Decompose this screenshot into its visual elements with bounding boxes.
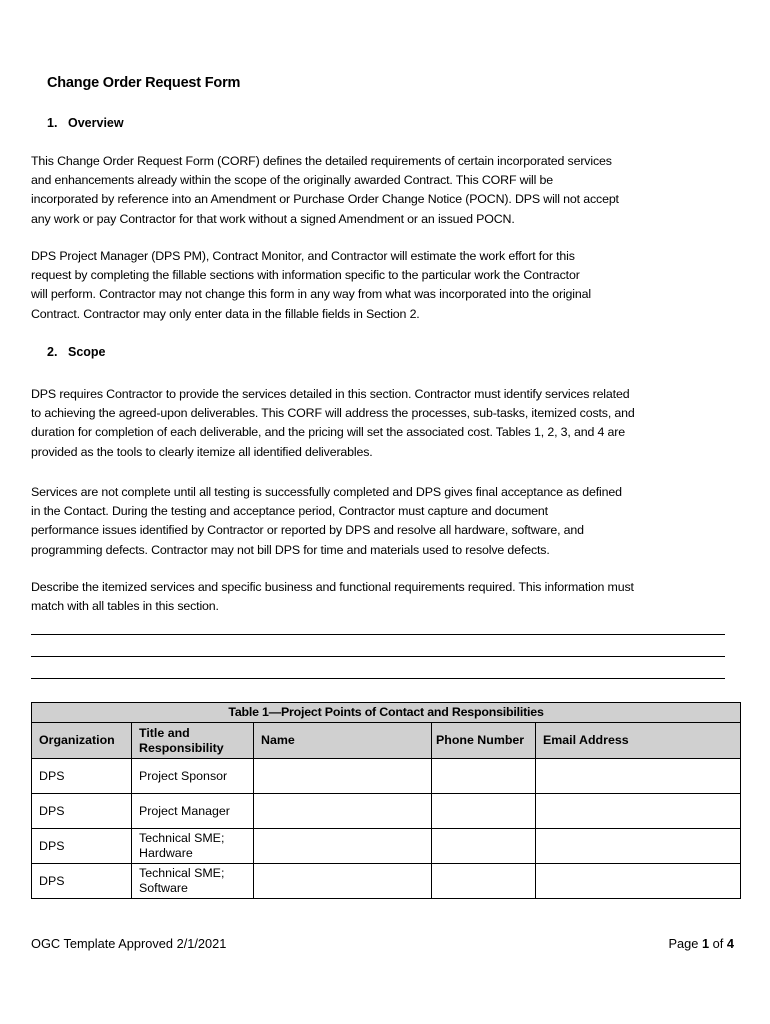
section-heading-scope [47,345,106,359]
text-line: Describe the itemized services and specific business and functional requirements required. This information must [31,580,634,594]
page-of: of [712,936,724,951]
title-cell [132,794,254,829]
title-cell [132,864,254,899]
name-cell[interactable] [254,794,432,829]
email-cell[interactable] [536,864,741,899]
text-line: Services are not complete until all testing is successfully completed and DPS gives final acceptance as defined [31,485,622,499]
section-title: Overview [68,116,124,130]
table-row [32,864,741,899]
phone-cell[interactable] [432,794,536,829]
text-line: any work or pay Contractor for that work without a signed Amendment or an issued POCN. [31,211,515,226]
scope-paragraph-3 [31,578,731,616]
table-row [32,829,741,864]
points-of-contact-table [31,702,741,899]
organization-cell: DPS [32,864,132,899]
column-header-title [132,723,254,759]
section-heading-overview [47,116,124,130]
name-cell[interactable] [254,759,432,794]
table-header-row [32,723,741,759]
title-cell [132,759,254,794]
organization-cell: DPS [32,759,132,794]
text-line: provided as the tools to clearly itemize all identified deliverables. [31,444,373,459]
page-current: 1 [701,936,710,951]
description-fill-line[interactable] [31,656,725,657]
page-word: Page [668,936,699,951]
page-total: 4 [726,936,734,951]
overview-paragraph-2 [31,247,731,324]
header-line: Title and [139,725,190,740]
scope-paragraph-2 [31,483,731,560]
email-cell[interactable] [536,794,741,829]
table-row [32,759,741,794]
email-cell[interactable] [536,829,741,864]
footer-template-note: OGC Template Approved 2/1/2021 [31,936,227,951]
cell-line: Hardware [139,846,193,860]
text-line: match with all tables in this section. [31,599,219,614]
form-title: Change Order Request Form [47,75,241,91]
text-line: and enhancements already within the scope of the originally awarded Contract. This CORF will be [31,173,554,188]
text-line: Contract. Contractor may only enter data in the fillable fields in Section 2. [31,306,420,321]
column-header-phone: Phone Number [432,723,536,759]
header-line: Responsibility [139,740,224,755]
text-line: This Change Order Request Form (CORF) defines the detailed requirements of certain incorporated services [31,154,612,168]
section-number: 1. [47,116,58,130]
name-cell[interactable] [254,829,432,864]
name-cell[interactable] [254,864,432,899]
text-line: to achieving the agreed-upon deliverables. This CORF will address the processes, sub-tasks, itemized costs, and [31,406,635,421]
text-line: performance issues identified by Contractor or reported by DPS and resolve all hardware, software, and [31,523,584,538]
table-caption: Table 1—Project Points of Contact and Responsibilities [32,703,741,723]
text-line: programming defects. Contractor may not bill DPS for time and materials used to resolve defects. [31,542,550,557]
cell-line: Project Sponsor [139,768,228,783]
text-line: duration for completion of each deliverable, and the pricing will set the associated cost. Tables 1, 2, 3, and 4 are [31,425,626,440]
cell-line: Technical SME; [139,866,225,880]
section-title: Scope [68,345,106,359]
email-cell[interactable] [536,759,741,794]
table-caption-row [32,703,741,723]
description-fill-line[interactable] [31,678,725,679]
phone-cell[interactable] [432,759,536,794]
footer-page-number [668,936,734,951]
organization-cell: DPS [32,829,132,864]
column-header-name: Name [254,723,432,759]
text-line: will perform. Contractor may not change this form in any way from what was incorporated into the original [31,287,591,302]
phone-cell[interactable] [432,829,536,864]
text-line: DPS requires Contractor to provide the services detailed in this section. Contractor must identify services related [31,387,630,401]
text-line: incorporated by reference into an Amendment or Purchase Order Change Notice (POCN). DPS will not accept [31,192,619,207]
title-cell [132,829,254,864]
column-header-organization: Organization [32,723,132,759]
table-row [32,794,741,829]
text-line: in the Contact. During the testing and acceptance period, Contractor must capture and document [31,504,548,519]
cell-line: Software [139,881,188,895]
organization-cell: DPS [32,794,132,829]
phone-cell[interactable] [432,864,536,899]
section-number: 2. [47,345,58,359]
text-line: request by completing the fillable sections with information specific to the particular work the Contractor [31,268,580,283]
overview-paragraph-1 [31,152,731,229]
column-header-email: Email Address [536,723,741,759]
cell-line: Project Manager [139,803,230,818]
text-line: DPS Project Manager (DPS PM), Contract Monitor, and Contractor will estimate the work effort for this [31,249,575,263]
description-fill-line[interactable] [31,634,725,635]
scope-paragraph-1 [31,385,731,462]
cell-line: Technical SME; [139,831,225,845]
